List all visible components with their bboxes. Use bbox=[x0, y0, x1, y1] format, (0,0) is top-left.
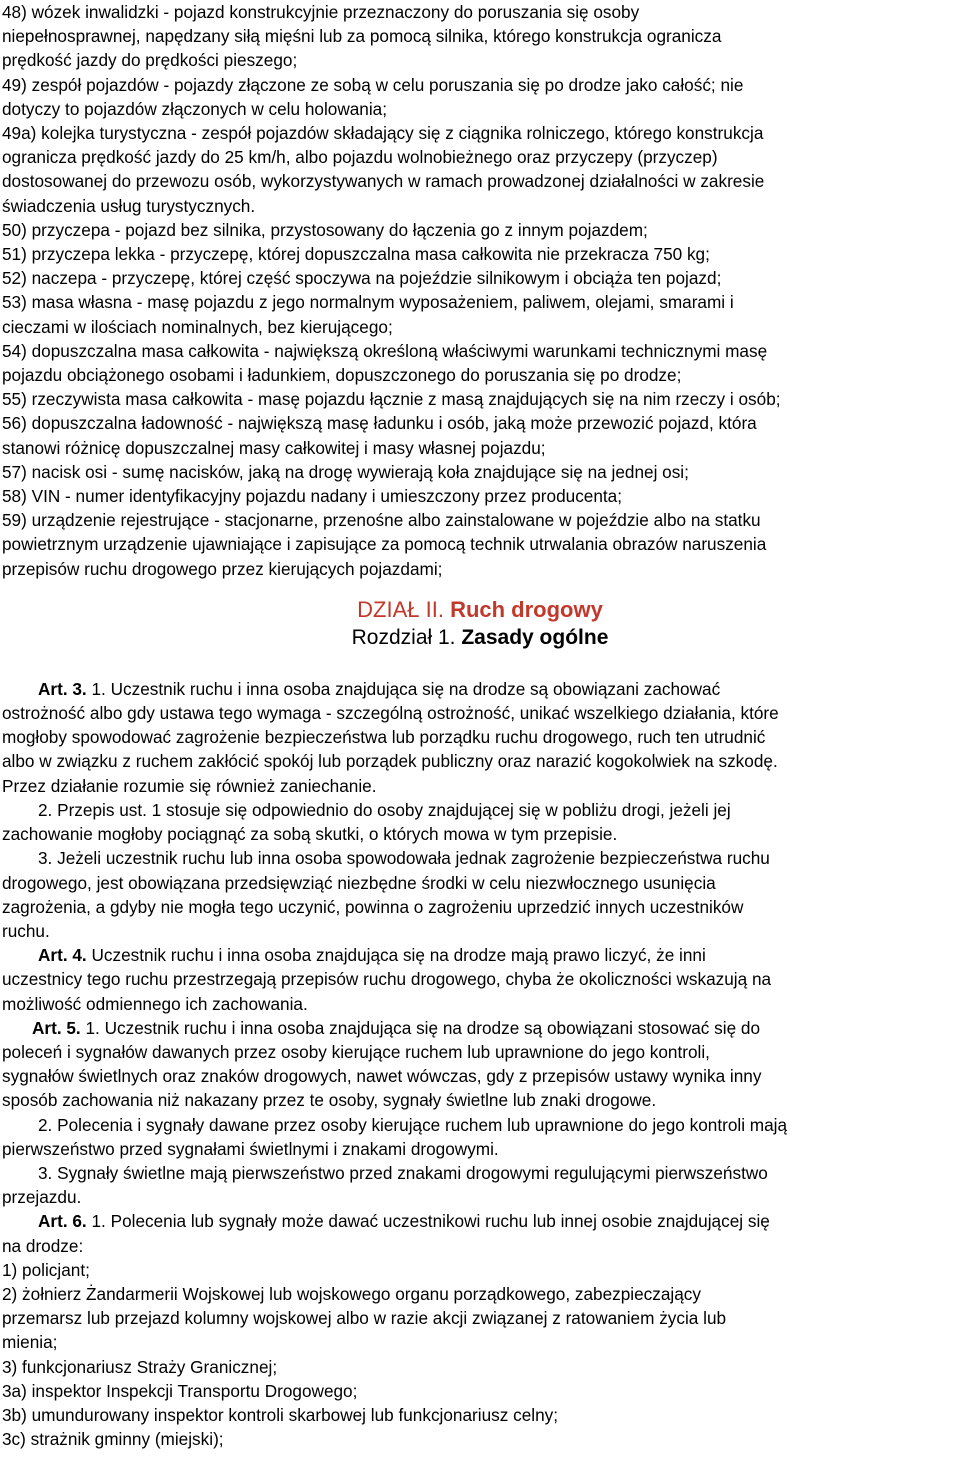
article-number: Art. 3. bbox=[38, 678, 87, 699]
text-line: 50) przyczepa - pojazd bez silnika, przystosowany do łączenia go z innym pojazdem; bbox=[2, 219, 648, 240]
text-line: 54) dopuszczalna masa całkowita - największą określoną właściwymi warunkami technicznymi masę bbox=[2, 340, 768, 361]
section-heading bbox=[2, 596, 958, 652]
text-line: pierwszeństwo przed sygnałami świetlnymi i znakami drogowymi. bbox=[2, 1138, 499, 1159]
text-line: niepełnosprawnej, napędzany siłą mięśni lub za pomocą silnika, którego konstrukcja ogranicza bbox=[2, 26, 722, 47]
article-paragraph bbox=[2, 1113, 958, 1161]
text-line: 48) wózek inwalidzki - pojazd konstrukcyjnie przeznaczony do poruszania się osoby bbox=[2, 2, 640, 22]
list-item bbox=[2, 1403, 958, 1427]
definition-item bbox=[2, 460, 958, 484]
definition-item bbox=[2, 411, 958, 459]
list-item bbox=[2, 1258, 958, 1282]
text-line: 53) masa własna - masę pojazdu z jego normalnym wyposażeniem, paliwem, olejami, smarami i bbox=[2, 292, 734, 313]
text-line: drogowego, jest obowiązana przedsięwziąć niezbędne środki w celu niezwłocznego usunięcia bbox=[2, 872, 716, 893]
text-line: 55) rzeczywista masa całkowita - masę pojazdu łącznie z masą znajdujących się na nim rzeczy i osób; bbox=[2, 389, 781, 410]
text-line: 57) nacisk osi - sumę nacisków, jaką na drogę wywierają koła znajdujące się na jednej osi; bbox=[2, 461, 689, 482]
text-line: 52) naczepa - przyczepę, której część spoczywa na pojeździe silnikowym i obciąża ten pojazd; bbox=[2, 268, 722, 289]
text-line: na drodze: bbox=[2, 1235, 84, 1256]
text-line: mienia; bbox=[2, 1332, 58, 1353]
text-line: ostrożność albo gdy ustawa tego wymaga - szczególną ostrożność, unikać wszelkiego działania, które bbox=[2, 703, 779, 724]
list-item bbox=[2, 1355, 958, 1379]
text-line: zachowanie mogłoby pociągnąć za sobą skutki, o których mowa w tym przepisie. bbox=[2, 824, 618, 845]
text-line: powietrznym urządzenie ujawniające i zapisujące za pomocą technik utrwalania obrazów naruszenia bbox=[2, 534, 767, 555]
definition-item bbox=[2, 121, 958, 218]
text-line: 3) funkcjonariusz Straży Granicznej; bbox=[2, 1356, 278, 1377]
list-item bbox=[2, 1282, 958, 1355]
division-title: Ruch drogowy bbox=[450, 596, 603, 622]
text-line: 3b) umundurowany inspektor kontroli skarbowej lub funkcjonariusz celny; bbox=[2, 1404, 559, 1425]
authorized-persons-list bbox=[2, 1258, 958, 1452]
definition-item bbox=[2, 387, 958, 411]
article-number: Art. 6. bbox=[38, 1211, 87, 1232]
text-line: 2. Przepis ust. 1 stosuje się odpowiednio do osoby znajdującej się w pobliżu drogi, jeżeli jej bbox=[38, 799, 731, 820]
text-line: 3. Jeżeli uczestnik ruchu lub inna osoba spowodowała jednak zagrożenie bezpieczeństwa ruchu bbox=[38, 848, 770, 869]
text-line: ruchu. bbox=[2, 920, 50, 941]
text-line: 2) żołnierz Żandarmerii Wojskowej lub wojskowego organu porządkowego, zabezpieczający bbox=[2, 1283, 701, 1304]
text-line: 59) urządzenie rejestrujące - stacjonarne, przenośne albo zainstalowane w pojeździe albo na statku bbox=[2, 510, 761, 531]
text-line: 3c) strażnik gminny (miejski); bbox=[2, 1429, 224, 1450]
list-item bbox=[2, 1379, 958, 1403]
text-line: przejazdu. bbox=[2, 1187, 82, 1208]
definition-item bbox=[2, 484, 958, 508]
article-paragraph bbox=[2, 677, 958, 798]
text-line: 1) policjant; bbox=[2, 1259, 90, 1280]
text-line: dotyczy to pojazdów złączonych w celu holowania; bbox=[2, 98, 388, 119]
text-line: ogranicza prędkość jazdy do 25 km/h, albo pojazdu wolnobieżnego oraz przyczepy (przyczep) bbox=[2, 147, 718, 168]
text-line: albo w związku z ruchem zakłócić spokój lub porządek publiczny oraz narazić kogokolwiek na szkodę. bbox=[2, 751, 778, 772]
text-line: sygnałów świetlnych oraz znaków drogowych, nawet wówczas, gdy z przepisów ustawy wynika inny bbox=[2, 1066, 762, 1087]
chapter-title: Zasady ogólne bbox=[461, 625, 609, 649]
text-line: 3. Sygnały świetlne mają pierwszeństwo przed znakami drogowymi regulującymi pierwszeństwo bbox=[38, 1162, 768, 1183]
text-line: pojazdu obciążonego osobami i ładunkiem, dopuszczonego do poruszania się po drodze; bbox=[2, 365, 682, 386]
article-paragraph bbox=[2, 943, 958, 1016]
text-line: mogłoby spowodować zagrożenie bezpieczeństwa lub porządku ruchu drogowego, ruch ten utrudnić bbox=[2, 727, 766, 748]
definition-item bbox=[2, 339, 958, 387]
division-prefix: DZIAŁ II. bbox=[357, 596, 451, 622]
text-line: dostosowanej do przewozu osób, wykorzystywanych w ramach prowadzonej działalności w zakresie bbox=[2, 171, 765, 192]
text-line: 51) przyczepa lekka - przyczepę, której dopuszczalna masa całkowita nie przekracza 750 kg; bbox=[2, 244, 710, 265]
articles bbox=[2, 677, 958, 1258]
text-line: 56) dopuszczalna ładowność - największą masę ładunku i osób, jaką może przewozić pojazd, która bbox=[2, 413, 757, 434]
article-number: Art. 5. bbox=[32, 1017, 81, 1038]
definition-item bbox=[2, 73, 958, 121]
text-line: stanowi różnicę dopuszczalnej masy całkowitej i masy własnej pojazdu; bbox=[2, 437, 546, 458]
article-paragraph bbox=[2, 1209, 958, 1257]
text-line: sposób zachowania niż nakazany przez te osoby, sygnały świetlne lub znaki drogowe. bbox=[2, 1090, 657, 1111]
text-line: Art. 5. 1. Uczestnik ruchu i inna osoba znajdująca się na drodze są obowiązani stosować się do bbox=[32, 1017, 761, 1038]
text-line: 49a) kolejka turystyczna - zespół pojazdów składający się z ciągnika rolniczego, którego konstrukcja bbox=[2, 123, 764, 144]
definition-item bbox=[2, 0, 958, 73]
article-paragraph bbox=[2, 798, 958, 846]
text-line: prędkość jazdy do prędkości pieszego; bbox=[2, 50, 298, 71]
division-heading bbox=[2, 596, 958, 624]
definition-item bbox=[2, 266, 958, 290]
definition-item bbox=[2, 218, 958, 242]
definition-item bbox=[2, 290, 958, 338]
text-line: cieczami w ilościach nominalnych, bez kierującego; bbox=[2, 316, 393, 337]
article-paragraph bbox=[2, 1161, 958, 1209]
text-line: Art. 6. 1. Polecenia lub sygnały może dawać uczestnikowi ruchu lub innej osobie znajdującej się bbox=[38, 1211, 770, 1232]
text-line: Przez działanie rozumie się również zaniechanie. bbox=[2, 775, 377, 796]
article-paragraph bbox=[2, 846, 958, 943]
definition-item bbox=[2, 508, 958, 581]
text-line: 2. Polecenia i sygnały dawane przez osoby kierujące ruchem lub uprawnione do jego kontroli mają bbox=[38, 1114, 788, 1135]
chapter-heading bbox=[2, 624, 958, 652]
article-paragraph bbox=[2, 1016, 958, 1113]
definition-item bbox=[2, 242, 958, 266]
text-line: uczestnicy tego ruchu przestrzegają przepisów ruchu drogowego, chyba że okoliczności wskazują na bbox=[2, 969, 772, 990]
text-line: świadczenia usług turystycznych. bbox=[2, 195, 256, 216]
text-line: Art. 3. 1. Uczestnik ruchu i inna osoba znajdująca się na drodze są obowiązani zachować bbox=[38, 678, 721, 699]
text-line: poleceń i sygnałów dawanych przez osoby kierujące ruchem lub uprawnione do jego kontroli, bbox=[2, 1041, 710, 1062]
text-line: 58) VIN - numer identyfikacyjny pojazdu nadany i umieszczony przez producenta; bbox=[2, 486, 623, 507]
chapter-prefix: Rozdział 1. bbox=[351, 625, 462, 649]
text-line: Art. 4. Uczestnik ruchu i inna osoba znajdująca się na drodze mają prawo liczyć, że inni bbox=[38, 945, 706, 966]
definitions-list bbox=[2, 0, 958, 581]
text-line: 3a) inspektor Inspekcji Transportu Drogowego; bbox=[2, 1380, 358, 1401]
text-line: możliwość odmiennego ich zachowania. bbox=[2, 993, 308, 1014]
text-line: przepisów ruchu drogowego przez kierujących pojazdami; bbox=[2, 558, 443, 579]
text-line: przemarsz lub przejazd kolumny wojskowej albo w razie akcji związanej z ratowaniem życia lub bbox=[2, 1308, 727, 1329]
text-line: zagrożenia, a gdyby nie mogła tego uczynić, powinna o zagrożeniu uprzedzić innych uczestników bbox=[2, 896, 744, 917]
list-item bbox=[2, 1427, 958, 1451]
text-line: 49) zespół pojazdów - pojazdy złączone ze sobą w celu poruszania się po drodze jako całość; nie bbox=[2, 74, 744, 95]
article-number: Art. 4. bbox=[38, 945, 87, 966]
